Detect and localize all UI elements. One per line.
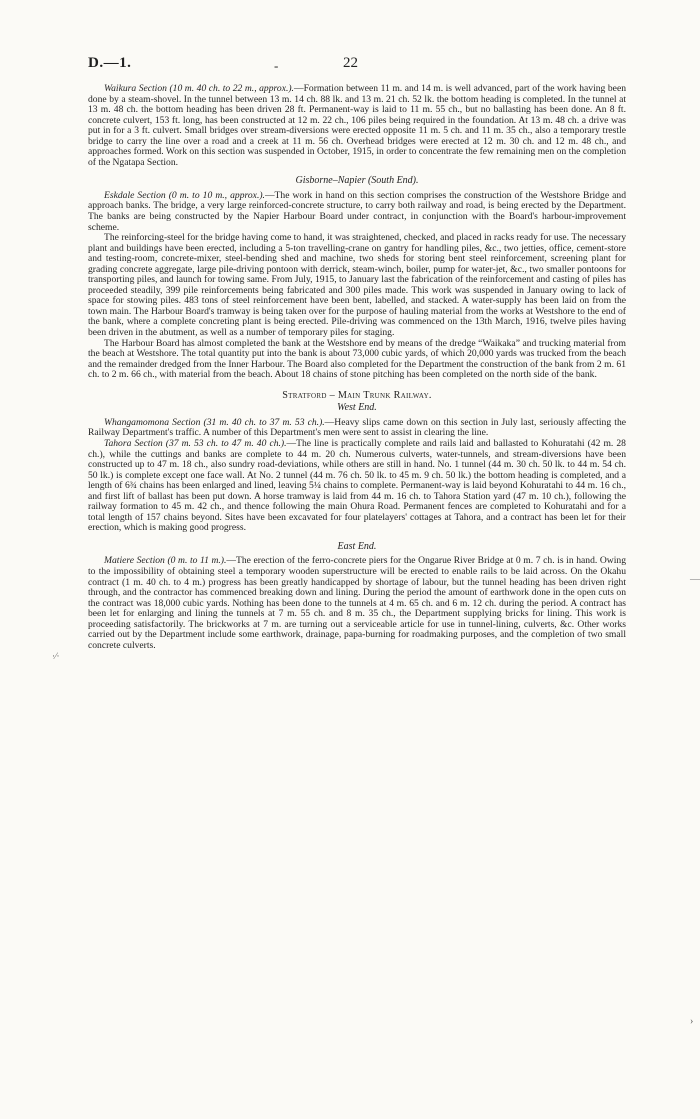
tahora-section-body: —The line is practically complete and rails laid and ballasted to Kohuratahi (42 m. 28 ch.), while the cuttings and banks are complete to 44 m. 20 ch. Numerous culverts, water-tunnels, and stream-diversions have been constructed up to 47 m. 18 ch., also sundry road-deviations, while others are still in hand. No. 1 tunnel (44 m. 30 ch. 50 lk. to 44 m. 54 ch. 50 lk.) is complete except one face wall. At No. 2 tunnel (44 m. 76 ch. 50 lk. to 45 m. 9 ch. 50 lk.) the bottom heading is completed, and a length of 6¾ chains has been enlarged and lined, leaving 5¼ chains to complete. Permanent-way is laid beyond Kohuratahi to 44 m. 16 ch., and first lift of ballast has been put down. A horse tramway is laid from 44 m. 16 ch. to Tahora Station yard (47 m. 10 ch.), following the railway formation to 45 m. 42 ch., and thence following the main Ohura Road. Permanent fences are completed to Kohuratahi and for a total length of 157 chains beyond. Sites have been excavated for four platelayers' cottages at Tahora, and a contract has been let for their erection, which is making good progress. bbox=[88, 437, 626, 534]
tahora-section-title: Tahora Section (37 m. 53 ch. to 47 m. 40 ch.). bbox=[104, 437, 287, 449]
right-margin-mark-lower: › bbox=[690, 1016, 694, 1027]
page-header bbox=[88, 55, 626, 80]
gisborne-napier-heading: Gisborne–Napier (South End). bbox=[295, 175, 419, 187]
matiere-paragraph bbox=[88, 556, 626, 651]
eskdale-paragraph-1 bbox=[88, 191, 626, 233]
header-dash: - bbox=[274, 58, 279, 73]
page-number: 22 bbox=[343, 55, 358, 71]
document-page bbox=[88, 55, 626, 651]
stratford-main-trunk-heading: Stratford – Main Trunk Railway. bbox=[282, 389, 432, 401]
eskdale-paragraph-2: The reinforcing-steel for the bridge having come to hand, it was straightened, checked, and placed in racks ready for use. The necessary plant and buildings have been erected, including a 5-ton travelling-crane on gantry for handling piles, &c., two jetties, office, cement-store and testing-room, concrete-mixer, steel-bending shed and machine, two sheds for storing bent steel reinforcement, screening plant for grading concrete aggregate, large pile-driving pontoon with derrick, steam-winch, boiler, pump for water-jet, &c., two smaller pontoons for transporting piles, and launch for towing same. From July, 1915, to January last the fabrication of the reinforcement and casting of piles has proceeded steadily, 399 pile reinforcements being fabricated and 300 piles made. This work was suspended in January owing to lack of space for stowing piles. 483 tons of steel reinforcement have been bent, labelled, and stacked. A water-supply has been laid on from the town main. The Harbour Board's tramway is being taken over for the purpose of hauling material from the works at Westshore to the end of the bank, where a complete concreting plant is being erected. Pile-driving was commenced on the 13th March, 1916, twelve piles having been driven in the abutment, as well as a number of temporary piles for staging. bbox=[88, 232, 626, 339]
matiere-section-title: Matiere Section (0 m. to 11 m.). bbox=[104, 555, 227, 567]
eskdale-paragraph-3: The Harbour Board has almost completed the bank at the Westshore end by means of the dredge “Waikaka” and trucking material from the beach at Westshore. The total quantity put into the bank is about 73,000 cubic yards, of which 20,000 yards was trucked from the beach and the remainder dredged from the Inner Harbour. The Board also completed for the Department the construction of the bank from 2 m. 61 ch. to 2 m. 66 ch., with material from the beach. About 18 chains of stone pitching has been completed on the north side of the bank. bbox=[88, 337, 626, 381]
west-end-heading: West End. bbox=[337, 402, 377, 414]
eskdale-section-body: —The work in hand on this section comprises the construction of the Westshore Bridge and approach banks. The bridge, a very large reinforced-concrete structure, to carry both railway and road, is being erected by the Department. The banks are being constructed by the Napier Harbour Board under contract, in conjunction with the Board's harbour-improvement scheme. bbox=[88, 189, 626, 233]
waikura-section-title: Waikura Section (10 m. 40 ch. to 22 m., approx.). bbox=[104, 83, 294, 94]
waikura-section-body: —Formation between 11 m. and 14 m. is well advanced, part of the work having been done by a steam-shovel. In the tunnel between 13 m. 14 ch. 88 lk. and 13 m. 21 ch. 52 lk. the bottom heading is completed. In the tunnel at 13 m. 48 ch. the bottom heading has been driven 28 ft. Permanent-way is laid to 11 m. 55 ch., but no ballasting has been done. An 8 ft. concrete culvert, 153 ft. long, has been constructed at 12 m. 22 ch., 106 piles being required in the foundation. At 13 m. 48 ch. a drive was put in for a 3 ft. culvert. Small bridges over stream-diversions were erected opposite 11 m. 5 ch. and 11 m. 35 ch., also a temporary trestle bridge to carry the line over a road and a creek at 11 m. 56 ch. Overhead bridges were erected at 12 m. 30 ch. and 12 m. 48 ch., and approaches formed. Work on this section was suspended in October, 1915, in order to concentrate the few remaining men on the completion of the Ngatapa Section. bbox=[88, 83, 626, 168]
right-margin-mark: — bbox=[690, 574, 700, 585]
tahora-paragraph bbox=[88, 439, 626, 534]
matiere-section-body: —The erection of the ferro-concrete piers for the Ongarue River Bridge at 0 m. 7 ch. is in hand. Owing to the impossibility of obtaining steel a temporary wooden superstructure will be erected to enable rails to be laid across. On the Okahu contract (1 m. 40 ch. to 4 m.) progress has been greatly handicapped by shortage of labour, but the tunnel heading has been driven right through, and the contractor has commenced breaking down and lining. During the period the amount of earthwork done in the open cuts on the contract was 18,000 cubic yards. Nothing has been done to the tunnels at 4 m. 65 ch. and 6 m. 12 ch. during the period. A contract has been let for enlarging and lining the tunnels at 7 m. 55 ch. and 8 m. 35 ch., the Department supplying bricks for lining. This work is proceeding satisfactorily. The brickworks at 7 m. are turning out a serviceable article for use in tunnel-lining, culverts, &c. Other works carried out by the Department include some earthwork, drainage, papa-burning for roadmaking purposes, and the completion of two small concrete culverts. bbox=[88, 555, 626, 651]
eskdale-section-title: Eskdale Section (0 m. to 10 m., approx.). bbox=[104, 189, 265, 201]
whangamomona-section-body: —Heavy slips came down on this section in July last, seriously affecting the Railway Department's traffic. A number of this Department's men were sent to assist in clearing the line. bbox=[88, 416, 626, 439]
whangamomona-paragraph bbox=[88, 418, 626, 439]
whangamomona-section-title: Whangamomona Section (31 m. 40 ch. to 37 m. 53 ch.). bbox=[104, 416, 325, 428]
left-margin-mark: ·⁄· bbox=[52, 651, 60, 661]
east-end-heading: East End. bbox=[337, 540, 377, 552]
waikura-paragraph bbox=[88, 84, 626, 168]
document-reference: D.—1. bbox=[88, 55, 132, 71]
